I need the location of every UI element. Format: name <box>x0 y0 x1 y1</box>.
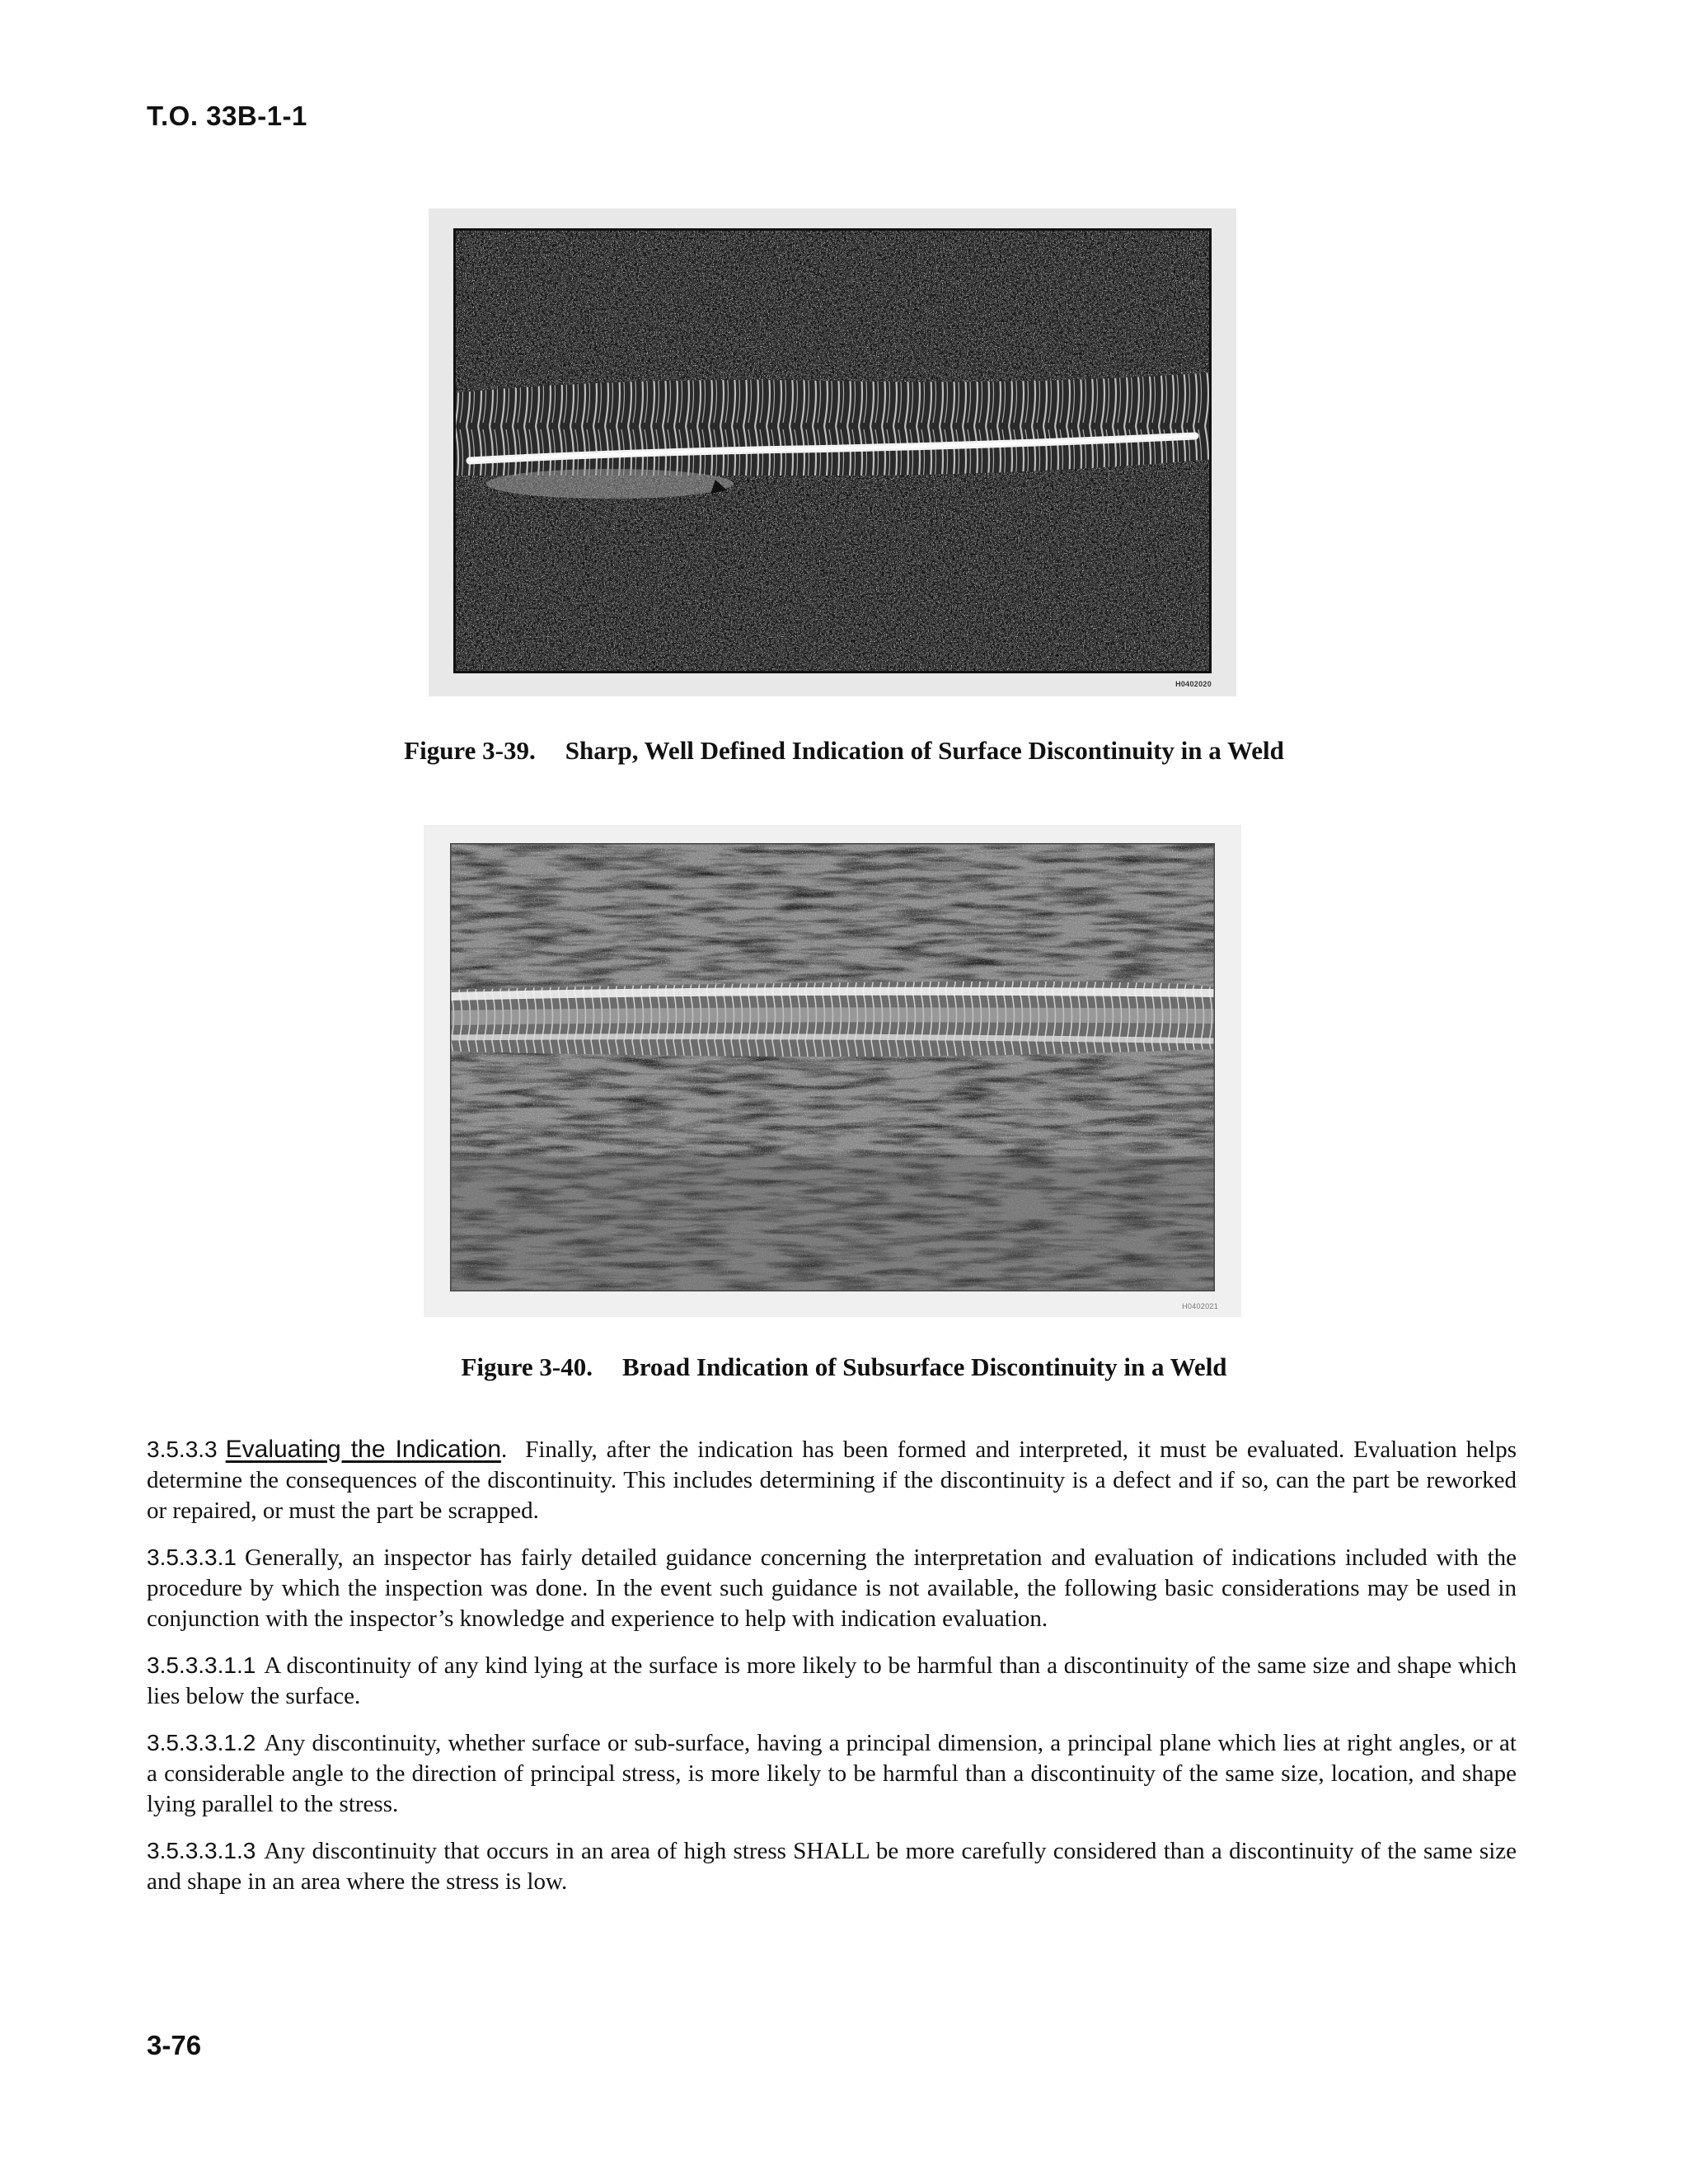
paragraph-text: Generally, an inspector has fairly detailed guidance concerning the interpretation and evaluation of indications included with the procedure by which the inspection was done. In the event such guidance is not available, the following basic considerations may be used in conjunction with the inspector’s knowledge and experience to help with indication evaluation. <box>147 1544 1517 1632</box>
figure-title: Sharp, Well Defined Indication of Surface Discontinuity in a Weld <box>565 736 1284 765</box>
figure-3-40-caption <box>0 1352 1688 1382</box>
paragraph-3-5-3-3-1-2 <box>147 1727 1517 1820</box>
figure-3-39-photo <box>429 209 1236 696</box>
figure-title: Broad Indication of Subsurface Discontinuity in a Weld <box>622 1352 1227 1381</box>
paragraph-3-5-3-3-1-3 <box>147 1835 1517 1897</box>
paragraph-text: Any discontinuity that occurs in an area of high stress SHALL be more carefully considered than a discontinuity of the same size and shape in an area where the stress is low. <box>147 1838 1517 1895</box>
paragraph-number: 3.5.3.3 <box>147 1436 218 1462</box>
photo-id-label: H0402021 <box>1182 1302 1218 1310</box>
paragraph-3-5-3-3-1-1 <box>147 1650 1517 1712</box>
figure-number: Figure 3-40. <box>461 1352 593 1381</box>
weld-photo-sharp-indication <box>453 228 1212 673</box>
weld-photo-broad-indication <box>450 843 1215 1291</box>
paragraph-number: 3.5.3.3.1 <box>147 1544 237 1570</box>
page-number: 3-76 <box>147 2030 202 2060</box>
figure-3-40-photo <box>424 825 1241 1317</box>
document-id: T.O. 33B-1-1 <box>147 101 307 131</box>
paragraph-number: 3.5.3.3.1.1 <box>147 1652 256 1678</box>
paragraph-text: Any discontinuity, whether surface or sub-surface, having a principal dimension, a principal plane which lies at right angles, or at a considerable angle to the direction of principal stress, is more likely to be harmful than a discontinuity of the same size, location, and shape lying parallel to the stress. <box>147 1730 1517 1817</box>
paragraph-number: 3.5.3.3.1.3 <box>147 1838 256 1863</box>
paragraph-3-5-3-3-1 <box>147 1542 1517 1634</box>
figure-3-39-caption <box>0 736 1688 766</box>
paragraph-number: 3.5.3.3.1.2 <box>147 1730 256 1755</box>
body-text <box>147 1434 1517 1913</box>
photo-id-label: H0402020 <box>1175 680 1212 688</box>
paragraph-title-suffix: . <box>501 1436 508 1463</box>
paragraph-3-5-3-3 <box>147 1434 1517 1526</box>
paragraph-title: Evaluating the Indication <box>225 1436 502 1463</box>
paragraph-text: Finally, after the indication has been formed and interpreted, it must be evaluated. Evaluation helps determine the consequences of the discontinuity. This includes determining if the discontinuity is a defect and if so, can the part be reworked or repaired, or must the part be scrapped. <box>147 1436 1517 1524</box>
paragraph-text: A discontinuity of any kind lying at the surface is more likely to be harmful than a discontinuity of the same size and shape which lies below the surface. <box>147 1652 1517 1709</box>
figure-number: Figure 3-39. <box>404 736 536 765</box>
